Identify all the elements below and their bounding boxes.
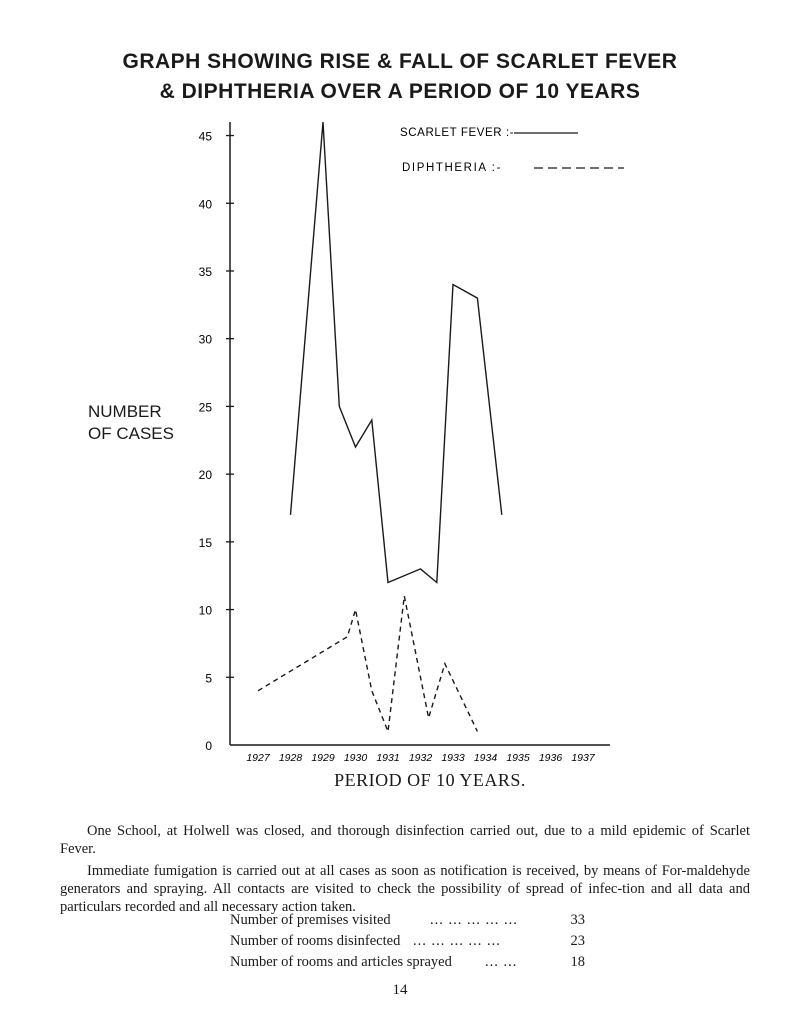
y-axis-label-line-2: OF CASES — [88, 424, 174, 443]
y-tick-label: 35 — [198, 264, 212, 279]
stat-value: 18 — [570, 954, 585, 970]
stat-label: Number of rooms and articles sprayed — [230, 954, 452, 970]
x-tick-label: 1929 — [311, 752, 335, 764]
stat-row-rooms-sprayed — [230, 952, 585, 972]
x-tick-labels — [246, 752, 596, 764]
x-axis-label: PERIOD OF 10 YEARS. — [334, 770, 526, 790]
x-tick-label: 1928 — [278, 752, 303, 764]
stat-label: Number of rooms disinfected — [230, 933, 401, 949]
y-tick-label: 30 — [198, 332, 212, 347]
y-tick-labels — [199, 130, 213, 753]
legend — [400, 127, 624, 174]
series-line-diphtheria — [258, 596, 477, 732]
x-tick-label: 1927 — [246, 752, 270, 764]
stat-leader-dots: ... ... — [485, 954, 518, 970]
series-layer — [258, 122, 502, 732]
x-tick-label: 1933 — [441, 752, 465, 764]
y-axis-label-line-1: NUMBER — [88, 402, 162, 421]
stat-row-premises — [230, 910, 585, 930]
chart-axes — [226, 122, 610, 745]
x-tick-label: 1931 — [376, 752, 400, 764]
stat-value: 33 — [570, 912, 585, 928]
y-tick-label: 45 — [198, 129, 212, 144]
stat-leader-dots: ... ... ... ... ... — [430, 912, 518, 928]
y-tick-label: 15 — [198, 535, 212, 550]
y-tick-label: 10 — [198, 603, 212, 618]
y-tick-label: 25 — [198, 400, 212, 415]
x-tick-label: 1936 — [538, 752, 563, 764]
stat-label: Number of premises visited — [230, 912, 391, 928]
series-line-scarlet-fever — [291, 122, 502, 583]
y-tick-label: 20 — [198, 468, 212, 483]
y-tick-label: 5 — [205, 671, 212, 686]
stat-row-rooms-disinfected — [230, 931, 585, 951]
y-tick-label: 0 — [205, 739, 212, 753]
legend-scarlet-label: SCARLET FEVER :- — [400, 127, 515, 139]
chart-title-line-2: & DIPHTHERIA OVER A PERIOD OF 10 YEARS — [159, 80, 641, 103]
x-tick-label: 1930 — [343, 752, 368, 764]
paragraph-school-closure: One School, at Holwell was closed, and thorough disinfection carried out, due to a mild epidemic of Scarlet Fever. — [60, 823, 750, 857]
x-tick-label: 1935 — [506, 752, 530, 764]
legend-diphtheria-label: DIPHTHERIA :- — [402, 162, 503, 174]
x-tick-label: 1937 — [571, 752, 595, 764]
stat-leader-dots: ... ... ... ... ... — [413, 933, 501, 949]
y-tick-label: 40 — [198, 197, 212, 212]
stat-value: 23 — [570, 933, 585, 949]
x-tick-label: 1934 — [473, 752, 498, 764]
page-number: 14 — [392, 982, 408, 998]
paragraph-fumigation: Immediate fumigation is carried out at all cases as soon as notification is received, by means of For-maldehyde generators and spraying. All contacts are visited to check the possibility of spread of infec-tion and all data and particulars recorded and all necessary action taken. — [60, 863, 750, 915]
chart-title-line-1: GRAPH SHOWING RISE & FALL OF SCARLET FEVER — [122, 50, 678, 73]
x-tick-label: 1932 — [408, 752, 433, 764]
